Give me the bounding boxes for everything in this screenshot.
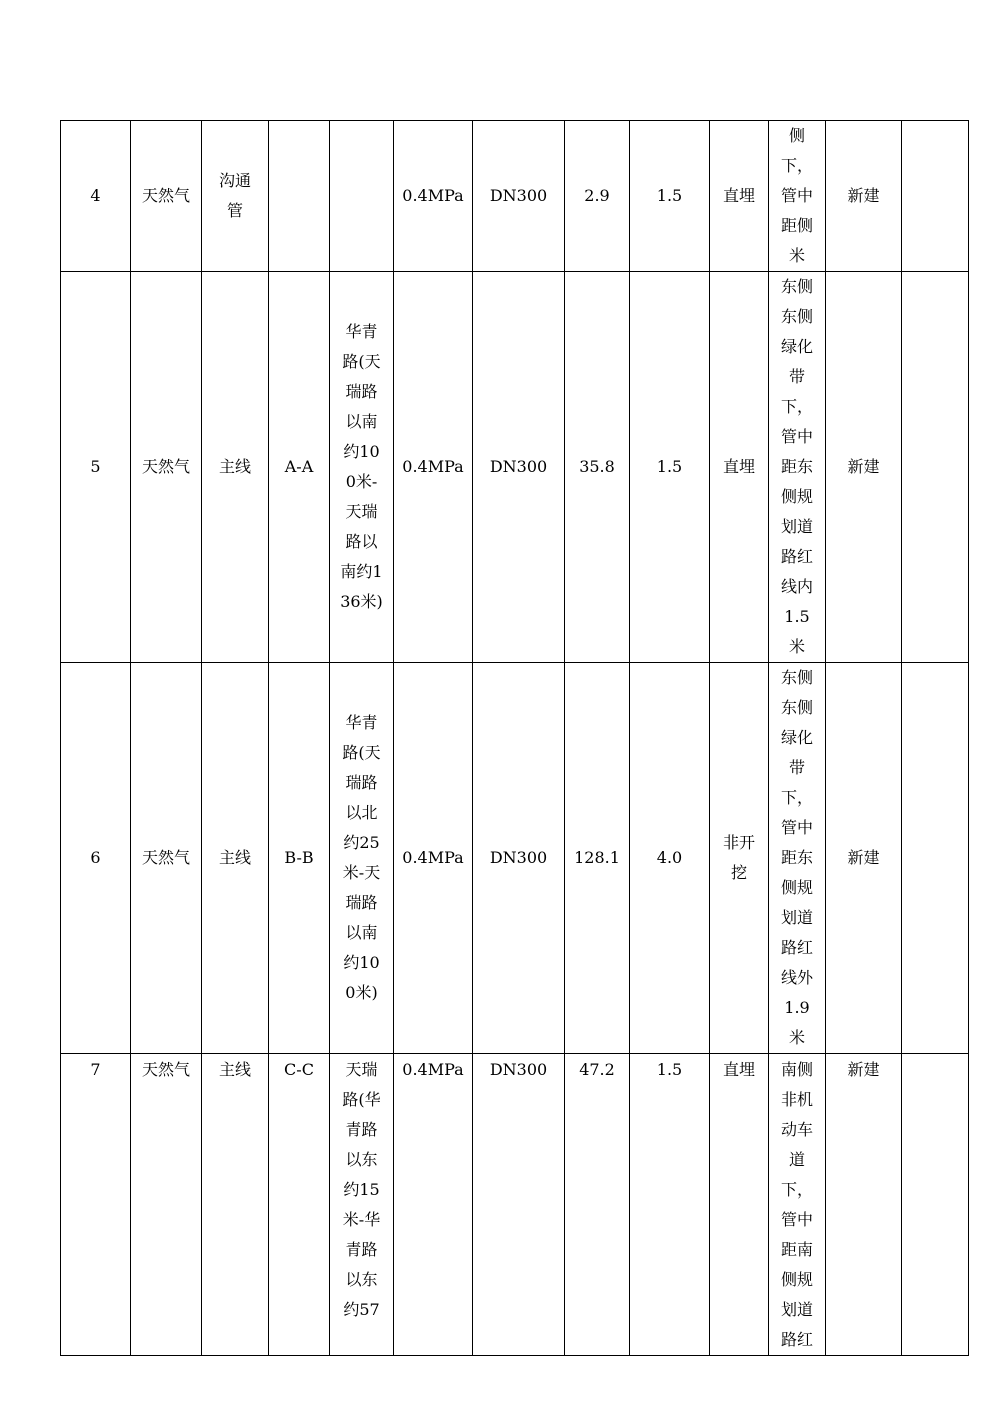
route-cell xyxy=(330,663,394,1054)
location-cell xyxy=(769,272,826,663)
depth-cell: 4.0 xyxy=(630,663,710,1054)
laying-text: 非开挖 xyxy=(722,833,755,882)
category-cell xyxy=(202,121,269,272)
location-cell xyxy=(769,1054,826,1356)
route-text: 华青路(天瑞路以南约100米-天瑞路以南约136米) xyxy=(340,322,383,611)
laying-text: 直埋 xyxy=(722,1060,755,1079)
row-number: 5 xyxy=(61,272,131,663)
pipeline-table xyxy=(60,120,969,1356)
location-cell xyxy=(769,663,826,1054)
section-cell: B-B xyxy=(269,663,330,1054)
status-cell: 新建 xyxy=(826,663,902,1054)
medium-cell: 天然气 xyxy=(131,121,202,272)
laying-text: 直埋 xyxy=(722,186,755,205)
location-text: 东侧东侧绿化带下，管中距东侧规划道路红线内1.5米 xyxy=(780,277,813,656)
category-text: 主线 xyxy=(218,457,251,476)
route-cell xyxy=(330,272,394,663)
category-text: 沟通管 xyxy=(218,171,251,220)
route-cell xyxy=(330,1054,394,1356)
medium-cell: 天然气 xyxy=(131,1054,202,1356)
pressure-cell: 0.4MPa xyxy=(394,1054,473,1356)
row-number: 6 xyxy=(61,663,131,1054)
remark-cell xyxy=(902,121,969,272)
diameter-cell: DN300 xyxy=(473,663,565,1054)
status-cell: 新建 xyxy=(826,121,902,272)
laying-cell xyxy=(710,663,769,1054)
location-text: 侧下，管中距侧米 xyxy=(780,126,813,265)
route-cell xyxy=(330,121,394,272)
row-number: 4 xyxy=(61,121,131,272)
location-text: 南侧非机动车道下，管中距南侧规划道路红 xyxy=(780,1060,813,1349)
length-cell: 128.1 xyxy=(565,663,630,1054)
location-text: 东侧东侧绿化带下，管中距东侧规划道路红线外1.9米 xyxy=(780,668,813,1047)
table-row xyxy=(61,1054,969,1356)
laying-text: 直埋 xyxy=(722,457,755,476)
depth-cell: 1.5 xyxy=(630,121,710,272)
remark-cell xyxy=(902,663,969,1054)
route-text: 华青路(天瑞路以北约25米-天瑞路以南约100米) xyxy=(342,713,381,1002)
table-row xyxy=(61,663,969,1054)
category-cell xyxy=(202,663,269,1054)
category-text: 主线 xyxy=(218,1060,251,1079)
length-cell: 47.2 xyxy=(565,1054,630,1356)
diameter-cell: DN300 xyxy=(473,121,565,272)
section-cell: C-C xyxy=(269,1054,330,1356)
laying-cell xyxy=(710,272,769,663)
route-text: 天瑞路(华青路以东约15米-华青路以东约57 xyxy=(342,1060,381,1319)
depth-cell: 1.5 xyxy=(630,272,710,663)
pressure-cell: 0.4MPa xyxy=(394,663,473,1054)
diameter-cell: DN300 xyxy=(473,1054,565,1356)
table-row xyxy=(61,121,969,272)
medium-cell: 天然气 xyxy=(131,663,202,1054)
remark-cell xyxy=(902,272,969,663)
depth-cell: 1.5 xyxy=(630,1054,710,1356)
section-cell xyxy=(269,121,330,272)
category-cell xyxy=(202,272,269,663)
length-cell: 2.9 xyxy=(565,121,630,272)
pressure-cell: 0.4MPa xyxy=(394,272,473,663)
pressure-cell: 0.4MPa xyxy=(394,121,473,272)
laying-cell xyxy=(710,1054,769,1356)
table-row xyxy=(61,272,969,663)
status-cell: 新建 xyxy=(826,1054,902,1356)
row-number: 7 xyxy=(61,1054,131,1356)
category-text: 主线 xyxy=(218,848,251,867)
section-cell: A-A xyxy=(269,272,330,663)
length-cell: 35.8 xyxy=(565,272,630,663)
medium-cell: 天然气 xyxy=(131,272,202,663)
category-cell xyxy=(202,1054,269,1356)
laying-cell xyxy=(710,121,769,272)
remark-cell xyxy=(902,1054,969,1356)
diameter-cell: DN300 xyxy=(473,272,565,663)
location-cell xyxy=(769,121,826,272)
status-cell: 新建 xyxy=(826,272,902,663)
